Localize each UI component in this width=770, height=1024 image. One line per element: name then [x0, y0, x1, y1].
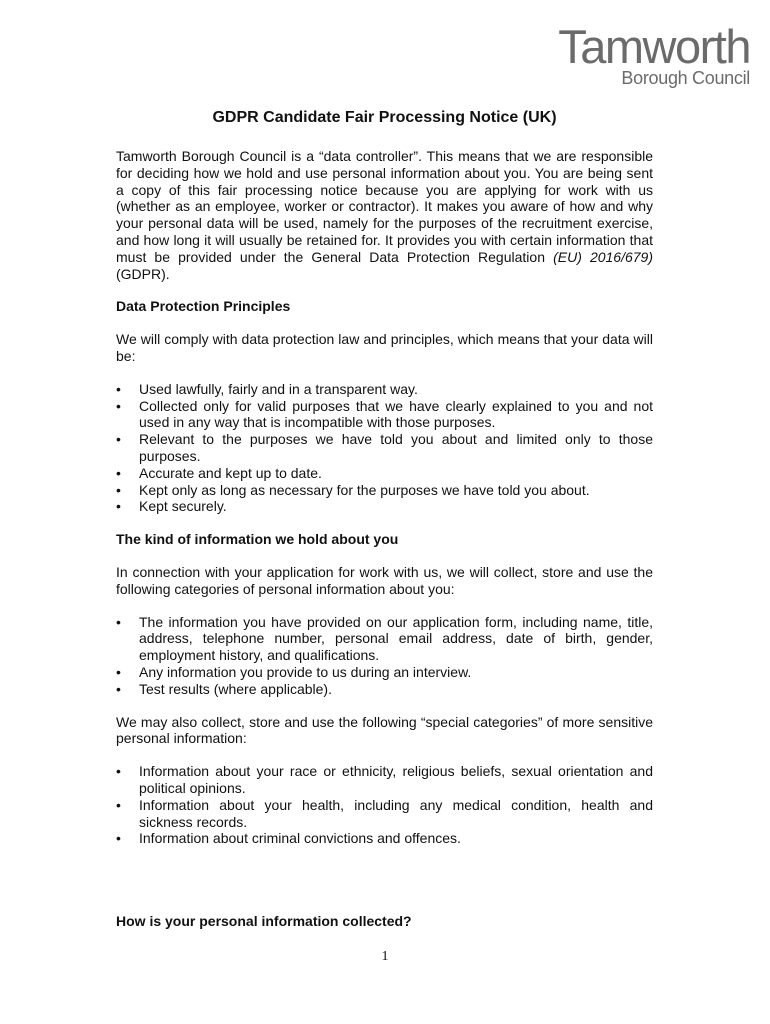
list-item-text: Relevant to the purposes we have told you about and limited only to those purposes.	[139, 431, 653, 464]
intro-paragraph	[116, 148, 653, 282]
bullet: •	[116, 763, 121, 780]
list-item	[116, 830, 653, 847]
intro-regulation: (EU) 2016/679)	[553, 248, 653, 265]
list-item-text: Any information you provide to us during an interview.	[139, 663, 472, 680]
list-item	[116, 431, 653, 465]
tamworth-logo	[540, 22, 750, 90]
list-item	[116, 664, 653, 681]
list-item	[116, 614, 653, 664]
list-item	[116, 381, 653, 398]
logo-name: Tamworth	[558, 20, 750, 73]
information-list	[116, 614, 653, 698]
bullet: •	[116, 613, 121, 630]
list-item	[116, 482, 653, 499]
bullet: •	[116, 380, 121, 397]
list-item-text: Information about criminal convictions and offences.	[139, 830, 461, 847]
list-item-text: Kept securely.	[139, 498, 227, 515]
bullet: •	[116, 464, 121, 481]
bullet: •	[116, 397, 121, 414]
document-body	[116, 108, 653, 946]
list-item	[116, 681, 653, 698]
logo-subtitle: Borough Council	[621, 68, 750, 88]
page-number: 1	[381, 949, 389, 964]
special-categories-list	[116, 763, 653, 847]
bullet: •	[116, 830, 121, 847]
document-title: GDPR Candidate Fair Processing Notice (UK)	[212, 109, 557, 126]
list-item	[116, 498, 653, 515]
section-heading-principles: Data Protection Principles	[116, 298, 291, 315]
information-lead: In connection with your application for work with us, we will collect, store and use the following categories of personal information about you:	[116, 563, 653, 597]
section-heading-information: The kind of information we hold about you	[116, 531, 399, 548]
principles-lead: We will comply with data protection law and principles, which means that your data will be:	[116, 331, 653, 364]
bullet: •	[116, 663, 121, 680]
principles-list	[116, 381, 653, 515]
bullet: •	[116, 796, 121, 813]
list-item-text: Information about your race or ethnicity, religious beliefs, sexual orientation and political opinions.	[139, 763, 653, 796]
list-item-text: Test results (where applicable).	[139, 680, 332, 697]
bullet: •	[116, 498, 121, 515]
list-item-text: Information about your health, including any medical condition, health and sickness records.	[139, 796, 653, 830]
spacer	[116, 863, 653, 913]
list-item	[116, 465, 653, 482]
list-item-text: Kept only as long as necessary for the purposes we have told you about.	[139, 481, 590, 498]
bullet: •	[116, 431, 121, 448]
bullet: •	[116, 481, 121, 498]
intro-text: Tamworth Borough Council is a “data controller”. This means that we are responsible for deciding how we hold and use personal information about you. You are being sent a copy of this fair processing notice because you are applying for work with us (whether as an employee, worker or contractor). It makes you aware of how and why your personal data will be used, namely for the purposes of the recruitment exercise, and how long it will usually be retained for. It provides you with certain information that must be provided under the General Data Protection Regulation	[116, 148, 653, 265]
list-item-text: Used lawfully, fairly and in a transparent way.	[139, 380, 418, 397]
list-item-text: Accurate and kept up to date.	[139, 464, 322, 481]
list-item-text: The information you have provided on our application form, including name, title, address, telephone number, personal email address, date of birth, gender, employment history, and qualifications.	[139, 613, 653, 664]
special-categories-lead: We may also collect, store and use the following “special categories” of more sensitive personal information:	[116, 713, 653, 747]
list-item	[116, 398, 653, 432]
bullet: •	[116, 680, 121, 697]
section-heading-collection: How is your personal information collected?	[116, 913, 412, 930]
intro-text-end: (GDPR).	[116, 265, 170, 282]
list-item	[116, 763, 653, 797]
list-item	[116, 797, 653, 831]
list-item-text: Collected only for valid purposes that we have clearly explained to you and not used in any way that is incompatible with those purposes.	[139, 397, 653, 431]
